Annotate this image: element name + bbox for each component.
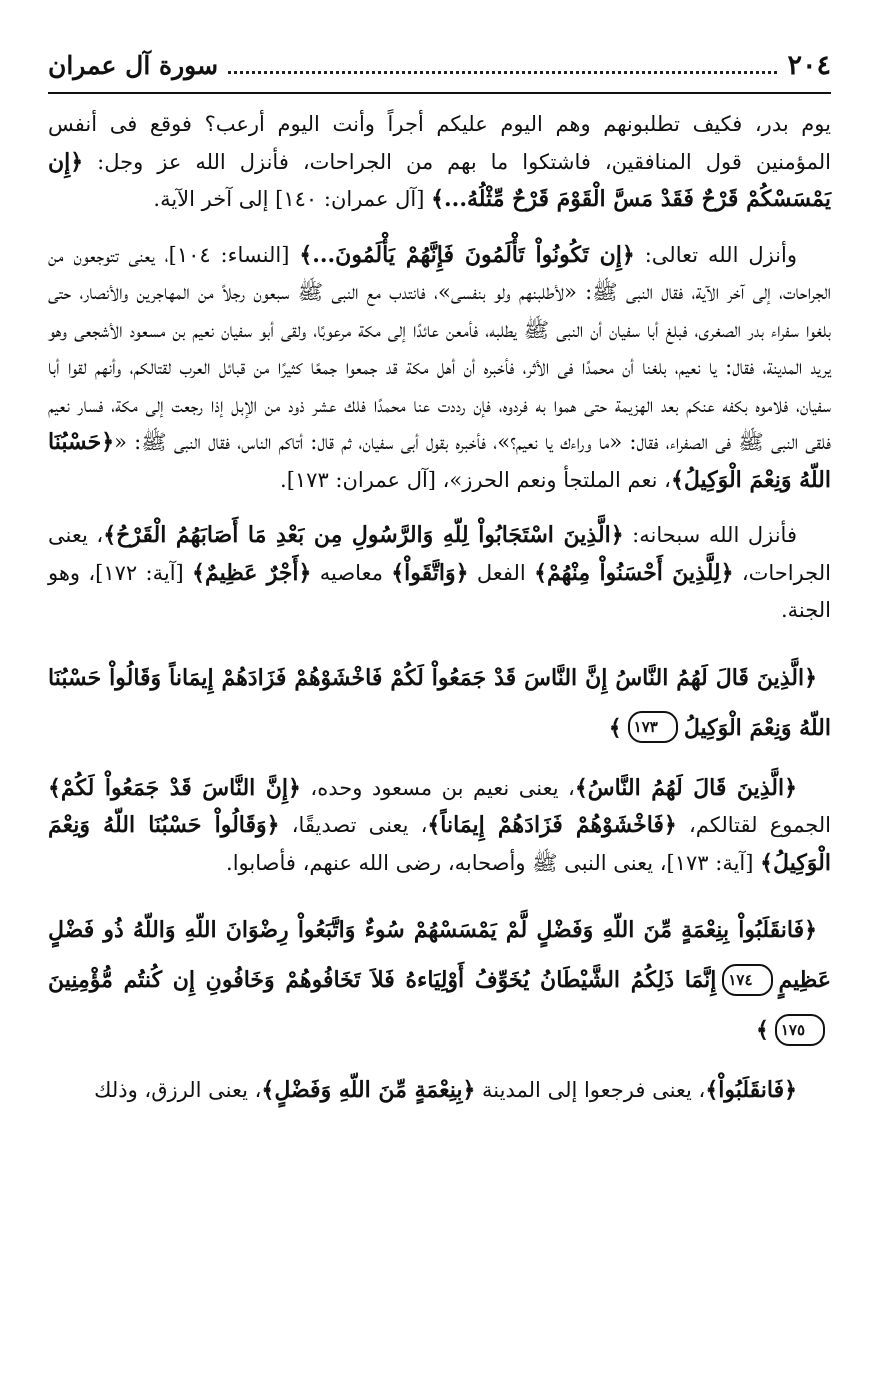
quran-quote: ﴿وَقَالُواْ حَسْبُنَا اللّهُ وَنِعْمَ الْوَكِيلُ﴾ xyxy=(48,812,831,876)
text-segment: ، يعنى فرجعوا إلى المدينة xyxy=(475,1078,706,1102)
paragraph-1 xyxy=(48,106,831,219)
text-segment: ، يعنى نعيم بن مسعود وحده، xyxy=(300,775,575,800)
quran-quote: ﴿وَاتَّقَواْ﴾ xyxy=(391,559,469,586)
ayah-number-marker: ١٧٤ xyxy=(722,964,772,996)
surah-title: سورة آل عمران xyxy=(48,51,219,80)
page-header xyxy=(48,50,831,90)
quran-quote: ﴿الَّذِينَ اسْتَجَابُواْ لِلّهِ وَالرَّسُولِ مِن بَعْدِ مَا أَصَابَهُمُ الْقَرْحُ﴾ xyxy=(103,522,624,548)
text-segment: فأنزل الله سبحانه: xyxy=(623,523,797,547)
paragraph-4 xyxy=(48,770,831,883)
ayah-number-marker: ١٧٣ xyxy=(628,711,678,743)
text-segment: [النساء: ١٠٤]، يعنى تتوجعون من الجراحات، إلى آخر الآية، فقال النبى ﷺ: «لأطلبنهم ولو بنفسى»، فانتدب مع النبى ﷺ سبعون رجلاً من المهاجرين والأنصار، حتى بلغوا سفراء بدر الصغرى، فبلغ أبا سفيان أن النبى ﷺ يطلبه، فأمعن عائدًا إلى مكة مرعوبًا، ولقى أبو سفيان نعيم بن مسعود الأشجعى وهو يريد المدينة، فقال: يا نعيم، بلغنا أن محمدًا فى الأثر، فأخبره أن أهل مكة قد جمعوا جمعًا كثيرًا من قبائل العرب لقتالكم، وأنهم لقوا أبا سفيان، فلاموه بكفه عنكم بعد الهزيمة حتى هموا به فردوه، فإن رددت عنا محمدًا فلك عشر ذود من الإبل إذا رجعت إلى مكة، فسار نعيم فلقى النبى ﷺ فى الصفراء، فقال: «ما وراءك يا نعيم؟»، فأخبره بقول أبى سفيان، ثم قال: أتاكم الناس، فقال النبى ﷺ: « xyxy=(48,242,831,454)
quran-quote: ﴿بِنِعْمَةٍ مِّنَ اللّهِ وَفَضْلٍ﴾ xyxy=(261,1077,476,1103)
text-segment: ، نعم الملتجأ ونعم الحرز»، [آل عمران: ١٧٣]. xyxy=(280,467,671,492)
text-segment: ، يعنى الجراحات، xyxy=(48,523,831,585)
quran-quote: ﴾ xyxy=(608,714,622,741)
text-segment: الفعل xyxy=(468,560,535,585)
page-body xyxy=(48,106,831,1110)
quran-quote: ﴿إِنَّ النَّاسَ قَدْ جَمَعُواْ لَكُمْ﴾ xyxy=(48,774,301,801)
quran-quote: ﴿الَّذِينَ قَالَ لَهُمُ النَّاسُ إِنَّ النَّاسَ قَدْ جَمَعُواْ لَكُمْ فَاخْشَوْهُمْ فَزَادَهُمْ إِيمَاناً وَقَالُواْ حَسْبُنَا اللّهُ وَنِعْمَ الْوَكِيلُ xyxy=(48,664,831,741)
text-segment: يوم بدر، فكيف تطلبونهم وهم اليوم عليكم أجراً وأنت اليوم أرعب؟ فوقع فى أنفس المؤمنين قول المنافقين، فاشتكوا ما بهم من الجراحات، فأنزل الله عز وجل: xyxy=(48,112,831,174)
quran-verse-173 xyxy=(48,652,831,752)
text-segment: [آية: ١٧٣]، يعنى النبى ﷺ وأصحابه، رضى الله عنهم، فأصابوا. xyxy=(226,850,761,875)
quran-quote: إِنَّمَا ذَلِكُمُ الشَّيْطَانُ يُخَوِّفُ أَوْلِيَاءهُ فَلاَ تَخَافُوهُمْ وَخَافُونِ إِن كُنتُم مُّؤْمِنِينَ xyxy=(48,967,717,993)
quran-quote: ﴿إِن تَكُونُواْ تَأْلَمُونَ فَإِنَّهُمْ يَأْلَمُونَ...﴾ xyxy=(299,241,635,268)
ayah-number-marker: ١٧٥ xyxy=(775,1014,825,1046)
quran-quote: ﴿فَاخْشَوْهُمْ فَزَادَهُمْ إِيمَاناً﴾ xyxy=(427,812,677,838)
paragraph-2 xyxy=(48,237,831,500)
text-segment: معاصيه xyxy=(311,560,392,585)
text-segment: الجموع لقتالكم، xyxy=(676,813,831,837)
text-segment: ، يعنى الرزق، وذلك xyxy=(94,1078,262,1102)
quran-quote: ﴿لِلَّذِينَ أَحْسَنُواْ مِنْهُمْ﴾ xyxy=(534,559,734,586)
quran-quote: ﴿أَجْرٌ عَظِيمٌ﴾ xyxy=(192,559,312,586)
quran-quote: ﴿حَسْبُنَا اللّهُ وَنِعْمَ الْوَكِيلُ﴾ xyxy=(48,429,831,493)
text-segment: [آل عمران: ١٤٠] إلى آخر الآية. xyxy=(153,187,432,211)
text-segment: [آية: ١٧٢]، وهو الجنة. xyxy=(48,560,831,622)
text-segment: ، يعنى تصديقًا، xyxy=(279,813,428,837)
header-rule xyxy=(48,92,831,94)
quran-quote: ﴿فَانقَلَبُواْ بِنِعْمَةٍ مِّنَ اللّهِ وَفَضْلٍ لَّمْ يَمْسَسْهُمْ سُوءٌ وَاتَّبَعُواْ رِضْوَانَ اللّهِ وَاللّهُ ذُو فَضْلٍ عَظِيمٍ xyxy=(48,917,831,993)
text-segment: وأنزل الله تعالى: xyxy=(634,242,797,267)
paragraph-3 xyxy=(48,517,831,630)
paragraph-5 xyxy=(48,1072,831,1110)
quran-verse-174-175 xyxy=(48,904,831,1054)
quran-quote: ﴿فَانقَلَبُواْ﴾ xyxy=(705,1077,797,1103)
header-dotted-leader xyxy=(228,71,777,74)
quran-quote: ﴾ xyxy=(755,1017,769,1043)
quran-quote: ﴿إِن يَمْسَسْكُمْ قَرْحٌ فَقَدْ مَسَّ الْقَوْمَ قَرْحٌ مِّثْلُهُ...﴾ xyxy=(48,148,831,212)
quran-quote: ﴿الَّذِينَ قَالَ لَهُمُ النَّاسُ﴾ xyxy=(574,774,797,801)
page-number: ٢٠٤ xyxy=(787,50,831,81)
